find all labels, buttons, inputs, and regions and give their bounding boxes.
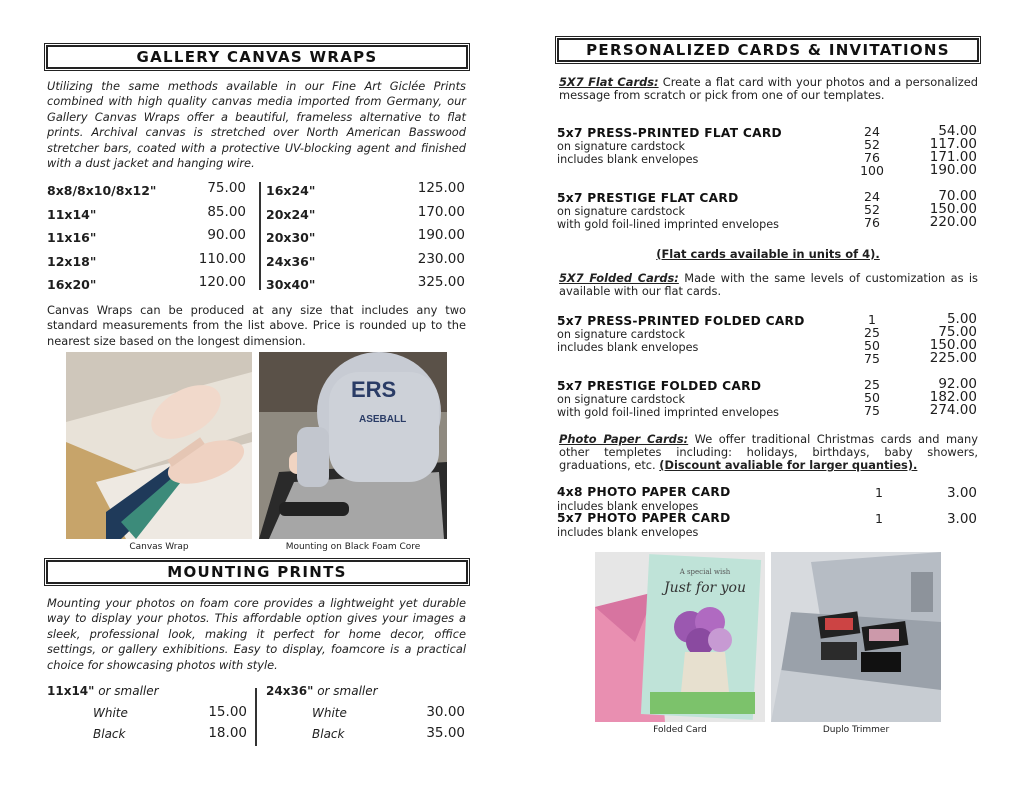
folded-cards-text: Made with the same levels of customization as is available with our flat cards. [559,271,978,298]
photo-cards-text: We offer traditional Christmas cards and many other templetes including: holidays, birthdays, baby showers, graduations, etc. [559,432,978,472]
gallery-intro: Utilizing the same methods available in our Fine Art Giclée Prints combined with high quality canvas media imported from Germany, our Gallery Canvas Wraps offer a beautiful, frameless alternative to flat prints. Archival canvas is stretched over North American Basswood stretcher bars, coated with a protective UV-blocking agent and finished with a dust jacket and hanging wire. [47,79,466,171]
duplo-trimmer-photo [771,552,941,722]
canvas-wrap-caption: Canvas Wrap [129,542,189,552]
card-amount: 70.00 [938,188,977,204]
flat-cards-lead: 5X7 Flat Cards: [559,75,659,89]
mounting-photo [259,352,447,539]
card-amount: 190.00 [929,162,977,178]
card-title: 5x7 PRESTIGE FLAT CARD [557,191,739,205]
canvas-price: 325.00 [417,274,465,290]
canvas-price: 120.00 [198,274,246,290]
canvas-price: 75.00 [207,180,246,196]
press-printed-flat-card [557,123,979,182]
canvas-price: 110.00 [198,250,246,267]
card-quantity: 25 [864,377,880,392]
mounting-divider [255,688,257,746]
card-quantity: 24 [864,189,880,204]
card-quantity: 24 [864,124,880,139]
card-amount: 150.00 [929,337,977,353]
photo-cards-lead: Photo Paper Cards: [559,432,689,446]
canvas-size: 20x24" [266,206,316,222]
card-quantity: 100 [860,163,884,178]
card-subtitle: on signature cardstock [557,328,685,341]
mounting-intro: Mounting your photos on foam core provides a lightweight yet durable way to display your photos. This affordable option gives your images a sleek, professional look, making it perfect for home decor, office settings, or gallery exhibitions. Easy to display, foamcore is a practical choice for showcasing photos with style. [47,596,466,672]
card-quantity: 52 [864,137,880,152]
card-amount: 5.00 [946,311,977,327]
card-quantity: 52 [864,202,880,217]
card-amount: 117.00 [929,136,977,152]
photo-4x8-amount: 3.00 [946,485,977,501]
mounting-caption: Mounting on Black Foam Core [285,542,421,552]
canvas-wrap-photo [66,352,252,539]
folded-cards-intro [559,272,978,298]
canvas-size: 30x40" [266,277,316,292]
flat-cards-intro [559,76,978,102]
photo-4x8-qty: 1 [875,485,883,500]
shirt-text-2: ASEBALL [359,414,407,425]
mounting-left-black-price: 18.00 [208,725,247,741]
photo-4x8-sub: includes blank envelopes [557,500,699,513]
mounting-price-table [47,684,467,748]
card-amount: 225.00 [929,350,977,366]
photo-paper-5x7-card [557,511,979,539]
card-quantity: 1 [868,312,876,327]
prestige-flat-card [557,188,979,235]
card-quantity: 75 [864,351,880,366]
folded-card-caption: Folded Card [653,725,707,735]
mounting-left-black-label: Black [93,727,126,741]
canvas-size: 8x8/8x10/8x12" [47,183,157,198]
price-table-divider [259,182,261,290]
card-amount: 171.00 [929,149,977,165]
canvas-size: 16x20" [47,277,97,292]
mounting-left-white-price: 15.00 [208,704,247,720]
press-printed-folded-card [557,311,979,370]
canvas-size-note: Canvas Wraps can be produced at any size that includes any two standard measurements from the list above. Price is rounded up to the nearest size based on the longest dimension. [47,303,466,348]
card-subtitle: on signature cardstock [557,205,685,218]
mounting-right-black-price: 35.00 [426,725,465,741]
card-title: 5x7 PRESS-PRINTED FOLDED CARD [557,314,805,328]
canvas-size: 20x30" [266,230,316,245]
mounting-right-white-price: 30.00 [426,704,465,720]
mounting-right-qualifier: or smaller [313,684,378,698]
canvas-price: 85.00 [207,203,246,220]
gallery-canvas-title: GALLERY CANVAS WRAPS [46,45,468,69]
canvas-price: 170.00 [417,203,465,220]
card-subtitle: includes blank envelopes [557,153,699,166]
mounting-left-size: 11x14" [47,684,95,698]
card-amount: 75.00 [938,324,977,340]
canvas-price: 125.00 [417,180,465,196]
photo-5x7-amount: 3.00 [946,511,977,527]
canvas-price-table [47,180,467,295]
card-title: 5x7 PRESTIGE FOLDED CARD [557,379,762,393]
card-quantity: 50 [864,390,880,405]
card-subtitle: on signature cardstock [557,140,685,153]
mounting-left-qualifier: or smaller [94,684,159,698]
card-amount: 54.00 [938,123,977,139]
mounting-left-white-label: White [93,706,128,720]
canvas-size: 24x36" [266,253,316,269]
flat-cards-note: (Flat cards available in units of 4). [656,247,880,261]
card-quantity: 25 [864,325,880,340]
folded-cards-lead: 5X7 Folded Cards: [559,271,679,285]
canvas-size: 12x18" [47,253,97,269]
card-text-big: Just for you [664,580,746,596]
mounting-right-black-label: Black [312,727,345,741]
card-amount: 182.00 [929,389,977,405]
card-quantity: 50 [864,338,880,353]
card-text-small: A special wish [679,568,731,576]
card-subtitle: on signature cardstock [557,393,685,406]
photo-cards-intro [559,433,978,472]
card-title: 5x7 PRESS-PRINTED FLAT CARD [557,126,782,140]
card-amount: 150.00 [929,201,977,217]
card-subtitle: with gold foil-lined imprinted envelopes [557,406,779,419]
flat-cards-text: Create a flat card with your photos and a personalized message from scratch or pick from one of our templates. [559,75,978,102]
mounting-prints-title: MOUNTING PRINTS [46,560,468,584]
canvas-size: 11x14" [47,206,97,222]
photo-5x7-title: 5x7 PHOTO PAPER CARD [557,511,731,525]
card-amount: 274.00 [929,402,977,418]
card-quantity: 76 [864,215,880,230]
card-quantity: 76 [864,150,880,165]
cards-title: PERSONALIZED CARDS & INVITATIONS [557,38,979,62]
card-quantity: 75 [864,403,880,418]
canvas-size: 16x24" [266,183,316,198]
mounting-right-heading [266,684,378,698]
mounting-right-size: 24x36" [266,684,314,698]
folded-card-photo [595,552,765,722]
photo-5x7-sub: includes blank envelopes [557,526,699,539]
mounting-left-heading [47,684,159,698]
prestige-folded-card [557,376,979,423]
canvas-price: 190.00 [417,227,465,243]
card-amount: 220.00 [929,214,977,230]
photo-paper-4x8-card [557,485,979,513]
photo-4x8-title: 4x8 PHOTO PAPER CARD [557,485,731,499]
card-subtitle: includes blank envelopes [557,341,699,354]
shirt-text: ERS [351,377,397,402]
duplo-trimmer-caption: Duplo Trimmer [822,725,890,735]
canvas-price: 90.00 [207,227,246,243]
photo-5x7-qty: 1 [875,511,883,526]
card-subtitle: with gold foil-lined imprinted envelopes [557,218,779,231]
mounting-right-white-label: White [312,706,347,720]
canvas-size: 11x16" [47,230,97,245]
card-amount: 92.00 [938,376,977,392]
canvas-price: 230.00 [417,250,465,267]
photo-cards-discount: (Discount avaliable for larger quanties). [659,458,918,472]
